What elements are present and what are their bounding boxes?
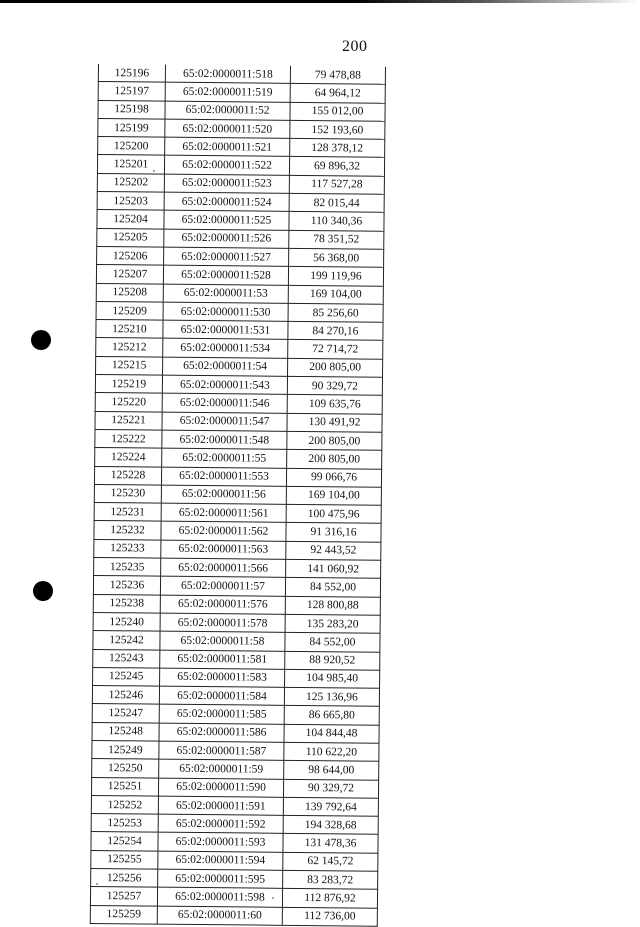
cadastral-number-cell: 65:02:0000011:591 <box>158 796 283 815</box>
record-id-cell: 125235 <box>94 557 161 576</box>
amount-cell: 131 478,36 <box>283 834 378 853</box>
cadastral-number-cell: 65:02:0000011:546 <box>162 393 287 412</box>
cadastral-number-cell: 65:02:0000011:59 <box>159 759 284 778</box>
amount-cell: 104 844,48 <box>284 724 379 743</box>
cadastral-number-cell: 65:02:0000011:531 <box>163 320 288 339</box>
amount-cell: 91 316,16 <box>286 523 381 542</box>
amount-cell: 82 015,44 <box>289 193 384 212</box>
amount-cell: 155 012,00 <box>290 102 385 121</box>
cadastral-number-cell: 65:02:0000011:54 <box>163 357 288 376</box>
cadastral-number-cell: 65:02:0000011:53 <box>163 284 288 303</box>
cadastral-number-cell: 65:02:0000011:530 <box>163 302 288 321</box>
cadastral-number-cell: 65:02:0000011:521 <box>165 137 290 156</box>
cadastral-number-cell: 65:02:0000011:578 <box>160 613 285 632</box>
scan-top-edge <box>0 0 640 3</box>
amount-cell: 130 491,92 <box>287 413 382 432</box>
record-id-cell: 125222 <box>95 429 162 448</box>
record-id-cell: 125246 <box>92 686 159 705</box>
record-id-cell: 125209 <box>96 301 163 320</box>
cadastral-number-cell: 65:02:0000011:562 <box>161 522 286 541</box>
amount-cell: 125 136,96 <box>284 687 379 706</box>
cadastral-number-cell: 65:02:0000011:590 <box>158 778 283 797</box>
amount-cell: 56 368,00 <box>289 248 384 267</box>
record-id-cell: 125230 <box>94 484 161 503</box>
amount-cell: 109 635,76 <box>287 395 382 414</box>
cadastral-number-cell: 65:02:0000011:584 <box>159 686 284 705</box>
amount-cell: 84 552,00 <box>285 578 380 597</box>
amount-cell: 199 119,96 <box>288 267 383 286</box>
cadastral-number-cell: 65:02:0000011:547 <box>162 412 287 431</box>
page-number: 200 <box>342 38 368 55</box>
cadastral-number-cell: 65:02:0000011:581 <box>160 650 285 669</box>
record-id-cell: 125202 <box>97 173 164 192</box>
amount-cell: 86 665,80 <box>284 706 379 725</box>
record-id-cell: 125250 <box>92 759 159 778</box>
cadastral-number-cell: 65:02:0000011:594 <box>158 851 283 870</box>
amount-cell: 139 792,64 <box>283 797 378 816</box>
cadastral-number-cell: 65:02:0000011:595 <box>158 869 283 888</box>
cadastral-number-cell: 65:02:0000011:593 <box>158 833 283 852</box>
cadastral-number-cell: 65:02:0000011:522 <box>164 156 289 175</box>
record-id-cell: 125205 <box>97 228 164 247</box>
amount-cell: 90 329,72 <box>287 376 382 395</box>
record-id-cell: 125220 <box>95 393 162 412</box>
record-id-cell: 125233 <box>94 539 161 558</box>
amount-cell: 135 283,20 <box>285 614 380 633</box>
punch-hole-mark <box>33 581 53 601</box>
amount-cell: 128 800,88 <box>285 596 380 615</box>
record-id-cell: 125254 <box>91 832 158 851</box>
record-id-cell: 125236 <box>93 576 160 595</box>
table-row <box>90 905 377 926</box>
record-id-cell: 125215 <box>96 356 163 375</box>
cadastral-number-cell: 65:02:0000011:524 <box>164 192 289 211</box>
cadastral-number-cell: 65:02:0000011:518 <box>165 65 290 84</box>
record-id-cell: 125228 <box>94 466 161 485</box>
record-id-cell: 125204 <box>97 210 164 229</box>
amount-cell: 200 805,00 <box>287 431 382 450</box>
amount-cell: 64 964,12 <box>290 84 385 103</box>
cadastral-number-cell: 65:02:0000011:585 <box>159 705 284 724</box>
record-id-cell: 125200 <box>98 137 165 156</box>
record-id-cell: 125203 <box>97 192 164 211</box>
record-id-cell: 125256 <box>91 869 158 888</box>
cadastral-number-cell: 65:02:0000011:583 <box>160 668 285 687</box>
record-id-cell: 125247 <box>92 704 159 723</box>
cadastral-number-cell: 65:02:0000011:60 <box>157 906 282 925</box>
record-id-cell: 125253 <box>91 814 158 833</box>
records-table <box>90 64 386 927</box>
record-id-cell: 125201 <box>97 155 164 174</box>
cadastral-number-cell: 65:02:0000011:523 <box>164 174 289 193</box>
amount-cell: 90 329,72 <box>283 779 378 798</box>
amount-cell: 100 475,96 <box>286 504 381 523</box>
record-id-cell: 125243 <box>93 649 160 668</box>
amount-cell: 98 644,00 <box>284 761 379 780</box>
record-id-cell: 125198 <box>98 100 165 119</box>
cadastral-number-cell: 65:02:0000011:598 <box>157 887 282 906</box>
amount-cell: 169 104,00 <box>286 486 381 505</box>
record-id-cell: 125248 <box>92 722 159 741</box>
record-id-cell: 125257 <box>90 887 157 906</box>
record-id-cell: 125240 <box>93 612 160 631</box>
record-id-cell: 125206 <box>97 246 164 265</box>
record-id-cell: 125249 <box>92 740 159 759</box>
amount-cell: 194 328,68 <box>283 815 378 834</box>
cadastral-number-cell: 65:02:0000011:56 <box>161 485 286 504</box>
amount-cell: 85 256,60 <box>288 303 383 322</box>
amount-cell: 72 714,72 <box>288 340 383 359</box>
record-id-cell: 125208 <box>96 283 163 302</box>
amount-cell: 88 920,52 <box>285 651 380 670</box>
cadastral-number-cell: 65:02:0000011:534 <box>163 339 288 358</box>
record-id-cell: 125259 <box>90 905 157 924</box>
cadastral-number-cell: 65:02:0000011:587 <box>159 741 284 760</box>
record-id-cell: 125196 <box>98 64 165 82</box>
amount-cell: 110 622,20 <box>284 742 379 761</box>
cadastral-number-cell: 65:02:0000011:525 <box>164 211 289 230</box>
record-id-cell: 125224 <box>95 448 162 467</box>
amount-cell: 110 340,36 <box>289 212 384 231</box>
cadastral-number-cell: 65:02:0000011:543 <box>162 375 287 394</box>
cadastral-number-cell: 65:02:0000011:561 <box>161 503 286 522</box>
amount-cell: 92 443,52 <box>286 541 381 560</box>
amount-cell: 78 351,52 <box>289 230 384 249</box>
record-id-cell: 125251 <box>91 777 158 796</box>
cadastral-number-cell: 65:02:0000011:519 <box>165 82 290 101</box>
cadastral-number-cell: 65:02:0000011:576 <box>160 595 285 614</box>
record-id-cell: 125252 <box>91 795 158 814</box>
amount-cell: 83 283,72 <box>283 870 378 889</box>
record-id-cell: 125242 <box>93 631 160 650</box>
cadastral-number-cell: 65:02:0000011:520 <box>165 119 290 138</box>
amount-cell: 152 193,60 <box>290 120 385 139</box>
amount-cell: 128 378,12 <box>290 139 385 158</box>
record-id-cell: 125238 <box>93 594 160 613</box>
cadastral-number-cell: 65:02:0000011:526 <box>164 229 289 248</box>
record-id-cell: 125207 <box>96 265 163 284</box>
punch-hole-mark <box>31 330 51 350</box>
record-id-cell: 125245 <box>93 667 160 686</box>
record-id-cell: 125255 <box>91 850 158 869</box>
amount-cell: 200 805,00 <box>287 450 382 469</box>
amount-cell: 112 876,92 <box>282 889 377 908</box>
amount-cell: 84 270,16 <box>288 321 383 340</box>
record-id-cell: 125231 <box>94 503 161 522</box>
cadastral-number-cell: 65:02:0000011:57 <box>160 576 285 595</box>
amount-cell: 84 552,00 <box>285 633 380 652</box>
amount-cell: 69 896,32 <box>289 157 384 176</box>
amount-cell: 141 060,92 <box>286 559 381 578</box>
cadastral-number-cell: 65:02:0000011:55 <box>162 448 287 467</box>
amount-cell: 104 985,40 <box>285 669 380 688</box>
cadastral-number-cell: 65:02:0000011:586 <box>159 723 284 742</box>
record-id-cell: 125199 <box>98 118 165 137</box>
record-id-cell: 125232 <box>94 521 161 540</box>
record-id-cell: 125210 <box>96 320 163 339</box>
amount-cell: 169 104,00 <box>288 285 383 304</box>
cadastral-number-cell: 65:02:0000011:58 <box>160 631 285 650</box>
amount-cell: 62 145,72 <box>283 852 378 871</box>
amount-cell: 200 805,00 <box>288 358 383 377</box>
cadastral-number-cell: 65:02:0000011:592 <box>158 814 283 833</box>
amount-cell: 117 527,28 <box>289 175 384 194</box>
cadastral-number-cell: 65:02:0000011:528 <box>163 265 288 284</box>
cadastral-number-cell: 65:02:0000011:527 <box>164 247 289 266</box>
cadastral-number-cell: 65:02:0000011:52 <box>165 101 290 120</box>
record-id-cell: 125219 <box>95 375 162 394</box>
record-id-cell: 125197 <box>98 82 165 101</box>
cadastral-number-cell: 65:02:0000011:553 <box>161 467 286 486</box>
records-table-body <box>90 64 385 926</box>
cadastral-number-cell: 65:02:0000011:563 <box>161 540 286 559</box>
cadastral-number-cell: 65:02:0000011:566 <box>161 558 286 577</box>
amount-cell: 112 736,00 <box>282 907 377 926</box>
amount-cell: 99 066,76 <box>286 468 381 487</box>
amount-cell: 79 478,88 <box>290 66 385 85</box>
cadastral-number-cell: 65:02:0000011:548 <box>162 430 287 449</box>
record-id-cell: 125221 <box>95 411 162 430</box>
record-id-cell: 125212 <box>96 338 163 357</box>
